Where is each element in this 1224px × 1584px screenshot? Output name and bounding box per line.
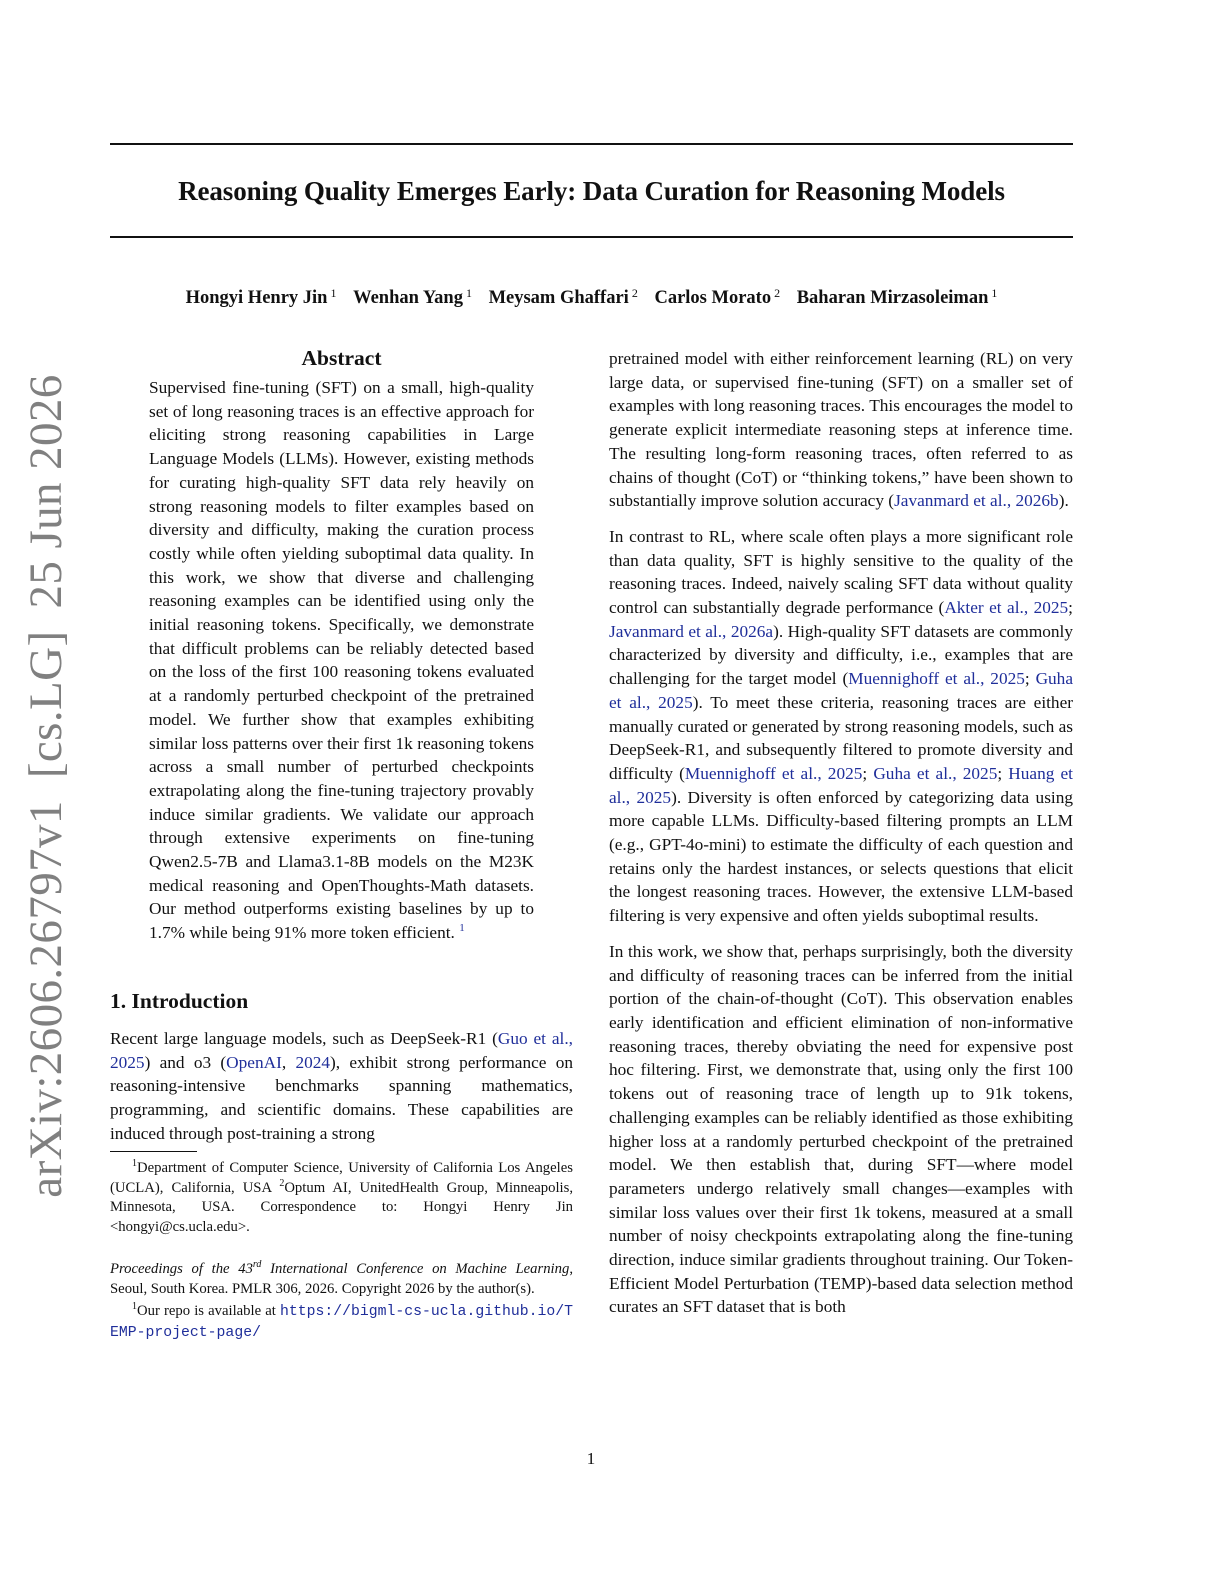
text-run: Our repo is available at xyxy=(137,1303,280,1320)
title-rule-bottom xyxy=(110,236,1073,238)
footnote-divider xyxy=(110,1151,197,1152)
author-affiliation-mark: 1 xyxy=(991,286,998,300)
intro-paragraph: In this work, we show that, perhaps surprisingly, both the diversity and difficulty of reasoning traces can be inferred from the initial portion of the chain-of-thought (CoT). This observation enables early identification and efficient elimination of non-informative reasoning traces, thereby obviating the need for expensive post hoc filtering. First, we demonstrate that, using only the first 100 tokens out of reasoning trace of length up to 91k tokens, challenging examples can be reliably identified as those exhibiting higher loss at a randomly perturbed checkpoint of the pretrained model. We then establish that, during SFT—where model parameters undergo relatively small changes—examples with similar loss values over their first 1k tokens, measured at a small number of noisy checkpoints extrapolating along the fine-tuning direction, induce similar gradients throughout training. Our Token-Efficient Model Perturbation (TEMP)-based data selection method curates an SFT dataset that is both xyxy=(609,941,1073,1317)
abstract-heading: Abstract xyxy=(301,346,382,370)
text-run: International Conference on Machine Learning xyxy=(261,1261,570,1278)
citation-link[interactable]: Guha et al., 2025 xyxy=(873,763,998,783)
text-run: ). xyxy=(1058,491,1069,511)
author xyxy=(489,288,638,308)
citation-link[interactable]: OpenAI xyxy=(226,1052,282,1072)
author-affiliation-mark: 1 xyxy=(330,286,337,300)
author-name: Wenhan Yang xyxy=(353,288,463,308)
text-run: ) and o3 ( xyxy=(144,1052,227,1072)
left-column xyxy=(110,343,573,1343)
repo-footnote xyxy=(110,1302,573,1343)
footnote-mark: 2 xyxy=(279,1177,285,1189)
ordinal-suffix: rd xyxy=(252,1259,262,1271)
text-run: Department of Computer Science, University of California Los Angeles (UCLA), California, USA xyxy=(110,1160,573,1196)
intro-paragraph xyxy=(110,1027,573,1146)
text-run: pretrained model with either reinforcement learning (RL) on very large data, or supervised fine-tuning (SFT) on a smaller set of examples with long reasoning traces. This encourages the model to generate explicit intermediate reasoning steps at inference time. The resulting long-form reasoning traces, often referred to as chains of thought (CoT) or “thinking tokens,” have been shown to substantially improve solution accuracy ( xyxy=(609,349,1073,511)
citation-link[interactable]: Huang et al., 2025 xyxy=(609,763,1073,807)
text-run: ). High-quality SFT datasets are commonly characterized by diversity and difficulty, i.e., examples that are challenging for the target model ( xyxy=(609,621,1073,689)
arxiv-date: 25 Jun 2026 xyxy=(20,374,72,609)
citation-link[interactable]: Javanmard et al., 2026b xyxy=(894,491,1059,511)
author xyxy=(654,288,780,308)
citation-link[interactable]: 2024 xyxy=(295,1052,330,1072)
arxiv-category: [cs.LG] xyxy=(20,630,72,779)
footnote-mark: 1 xyxy=(132,1158,137,1170)
author xyxy=(186,288,337,308)
text-run: ; xyxy=(1068,598,1073,618)
citation-link[interactable]: Muennighoff et al., 2025 xyxy=(684,763,863,783)
abstract-body: Supervised fine-tuning (SFT) on a small, high-quality set of long reasoning traces is an effective approach for eliciting strong reasoning capabilities in Large Language Models (LLMs). However, existing methods for curating high-quality SFT data rely heavily on strong reasoning models to filter examples based on diversity and difficulty, making the curation process costly while often yielding suboptimal data quality. In this work, we show that diverse and challenging reasoning examples can be identified using only the initial reasoning tokens. Specifically, we demonstrate that difficult problems can be reliably detected based on the loss of the first 100 reasoning tokens evaluated at a randomly perturbed checkpoint of the pretrained model. We further show that examples exhibiting similar loss patterns over their first 1k reasoning tokens across a small number of perturbed checkpoints extrapolating along the fine-tuning trajectory provably induce similar gradients. We validate our approach through extensive experiments on fine-tuning Qwen2.5-7B and Llama3.1-8B models on the M23K medical reasoning and OpenThoughts-Math datasets. Our method outperforms existing baselines by up to 1.7% while being 91% more token efficient. xyxy=(149,378,534,943)
right-column xyxy=(609,347,1073,1319)
text-run: , Seoul, South Korea. PMLR 306, 2026. Copyright 2026 by the author(s). xyxy=(110,1261,573,1297)
author-name: Carlos Morato xyxy=(654,288,772,308)
author xyxy=(353,288,472,308)
proceedings-note xyxy=(110,1260,573,1299)
abstract-text xyxy=(149,376,534,945)
author-affiliation-mark: 2 xyxy=(774,286,781,300)
citation-link[interactable]: Akter et al., 2025 xyxy=(944,598,1069,618)
citation-link[interactable]: Guo et al., 2025 xyxy=(110,1028,573,1072)
citation-link[interactable]: Guha et al., 2025 xyxy=(609,669,1073,712)
text-run: ; xyxy=(1024,669,1036,689)
repo-url-link[interactable]: https://bigml-cs-ucla.github.io/TEMP-project-page/ xyxy=(110,1304,573,1341)
author-affiliation-mark: 1 xyxy=(465,286,472,300)
intro-paragraph xyxy=(609,347,1073,513)
affiliation-footnote xyxy=(110,1159,573,1237)
text-run: Proceedings of the xyxy=(110,1261,239,1278)
intro-paragraph xyxy=(609,525,1073,928)
author-name: Baharan Mirzasoleiman xyxy=(796,288,989,308)
footnote-mark: 1 xyxy=(132,1301,137,1313)
text-run: ). Diversity is often enforced by categorizing data using more capable LLMs. Difficulty-based filtering prompts an LLM (e.g., GPT-4o-mini) to estimate the difficulty of each question and retains only the hardest instances, or selects questions that elicit the longest reasoning traces. However, the extensive LLM-based filtering is very expensive and often yields suboptimal results. xyxy=(609,787,1074,926)
citation-link[interactable]: Javanmard et al., 2026a xyxy=(609,621,774,641)
arxiv-id: arXiv:2606.26797v1 xyxy=(20,800,72,1198)
text-run: In contrast to RL, where scale often plays a more significant role than data quality, SFT is highly sensitive to the quality of the reasoning traces. Indeed, naively scaling SFT data without quality control can substantially degrade performance ( xyxy=(609,526,1073,618)
text-run: ). To meet these criteria, reasoning traces are either manually curated or generated by strong reasoning models, such as DeepSeek-R1, and subsequently filtered to promote diversity and difficulty ( xyxy=(609,692,1073,783)
introduction-heading: 1. Introduction xyxy=(110,988,249,1013)
text-run: Optum AI, UnitedHealth Group, Minneapolis, Minnesota, USA. Correspondence to: Hongyi Henry Jin <hongyi@cs.ucla.edu>. xyxy=(110,1179,573,1235)
citation-link[interactable]: Muennighoff et al., 2025 xyxy=(848,669,1025,689)
page-number: 1 xyxy=(586,1449,596,1468)
author-list xyxy=(110,280,1073,311)
title-rule-top xyxy=(110,143,1073,145)
text-run: , xyxy=(281,1052,296,1072)
author xyxy=(797,288,998,308)
author-name: Meysam Ghaffari xyxy=(488,288,629,308)
text-run: ), exhibit strong performance on reasoning-intensive benchmarks spanning mathematics, programming, and scientific domains. These capabilities are induced through post-training a strong xyxy=(110,1052,573,1143)
author-affiliation-mark: 2 xyxy=(631,286,638,300)
text-run: ; xyxy=(997,763,1009,783)
text-run: Recent large language models, such as DeepSeek-R1 ( xyxy=(110,1028,498,1048)
author-name: Hongyi Henry Jin xyxy=(185,288,328,308)
text-run: ; xyxy=(862,763,874,783)
paper-title: Reasoning Quality Emerges Early: Data Curation for Reasoning Models xyxy=(178,176,1005,206)
arxiv-identifier-stamp xyxy=(19,363,73,1208)
abstract-footnote-link[interactable]: 1 xyxy=(459,922,465,935)
conference-number: 43 xyxy=(238,1261,253,1278)
